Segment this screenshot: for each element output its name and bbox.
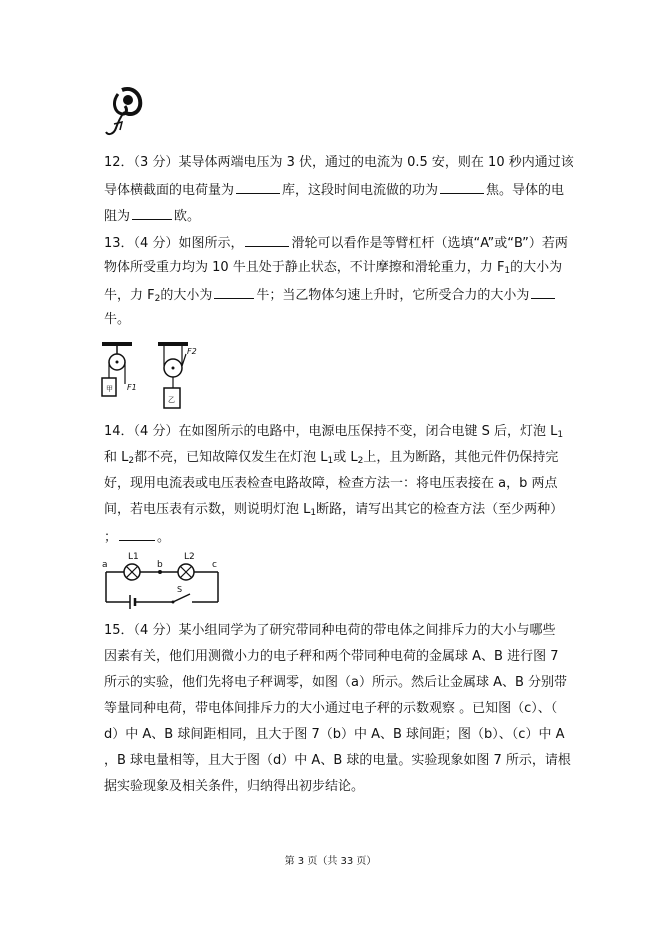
- q13-line-1: 13．（4 分）如图所示， 滑轮可以看作是等臂杠杆（选填“A”或“B”）若两: [104, 233, 568, 253]
- q13-line-2: 物体所受重力均为 10 牛且处于静止状态，不计摩擦和滑轮重力，力 $F_1$的大小为: [104, 260, 563, 276]
- answer-blank: [214, 285, 254, 299]
- q15-line-3: 所示的实验，他们先将电子秤调零，如图（a）所示。然后让金属球 A、B 分别带: [104, 675, 568, 690]
- answer-blank: [119, 527, 155, 541]
- f1-label: F1: [127, 383, 137, 392]
- answer-blank: [245, 233, 289, 247]
- q14-line-3: 好，现用电流表或电压表检查电路故障，检查方法一：将电压表接在 a，b 两点: [104, 476, 558, 491]
- svg-text:乙: 乙: [168, 396, 175, 404]
- answer-blank: [236, 180, 280, 194]
- top-sketch-figure: [100, 84, 145, 144]
- switch-icon: [173, 594, 190, 602]
- pulley-figure: [100, 340, 200, 412]
- f2-label: F2: [187, 347, 197, 356]
- q12-line-1: 12．（3 分）某导体两端电压为 3 伏，通过的电流为 0.5 安，则在 10 秒内通过该: [104, 155, 574, 170]
- q15-line-2: 因素有关，他们用测微小力的电子秤和两个带同种电荷的金属球 A、B 进行图 7: [104, 649, 559, 664]
- q15-line-7: 据实验现象及相关条件，归纳得出初步结论。: [104, 779, 365, 794]
- point-a-label: a: [102, 560, 108, 570]
- lamp-l1-label: L1: [128, 552, 139, 562]
- q14-line-2: 和 $L_2$都不亮，已知故障仅发生在灯泡 $L_1$或 $L_2$上，且为断路，其他元件仍保持完: [104, 450, 559, 466]
- point-c-label: c: [212, 560, 217, 570]
- q15-line-1: 15．（4 分）某小组同学为了研究带同种电荷的带电体之间排斥力的大小与哪些: [104, 623, 556, 638]
- answer-blank: [440, 180, 484, 194]
- point-b-label: b: [157, 560, 163, 570]
- q15-line-5: d）中 A、B 球间距相同，且大于图 7（b）中 A、B 球间距；图（b）、（c）中 A: [104, 727, 565, 742]
- lamp-l2-label: L2: [184, 552, 195, 562]
- q15-line-4: 等量同种电荷，带电体间排斥力的大小通过电子秤的示数观察 。已知图（c）、（: [104, 701, 558, 716]
- q15-line-6: ，B 球电量相等，且大于图（d）中 A、B 球的电量。实验现象如图 7 所示，请根: [104, 753, 571, 768]
- q13-line-3: 牛，力 $F_2$的大小为 牛；当乙物体匀速上升时，它所受合力的大小为: [104, 285, 557, 308]
- q14-line-5: ； 。: [104, 527, 170, 547]
- answer-blank: [132, 206, 172, 220]
- q14-line-4: 间，若电压表有示数，则说明灯泡 $L_1$断路，请写出其它的检查方法（至少两种）: [104, 502, 564, 518]
- q12-line-2: 导体横截面的电荷量为 库，这段时间电流做的功为 焦。导体的电: [104, 180, 564, 200]
- q14-line-1: 14．（4 分）在如图所示的电路中，电源电压保持不变，闭合电键 S 后，灯泡 $L_1$: [104, 424, 564, 440]
- circuit-figure: [100, 550, 225, 610]
- page-footer: 第 3 页（共 33 页）: [284, 856, 377, 867]
- q13-line-4: 牛。: [104, 312, 131, 327]
- switch-label: S: [177, 585, 183, 594]
- answer-blank: [531, 285, 555, 299]
- q12-line-3: 阻为 欧。: [104, 206, 200, 226]
- svg-text:甲: 甲: [106, 385, 113, 393]
